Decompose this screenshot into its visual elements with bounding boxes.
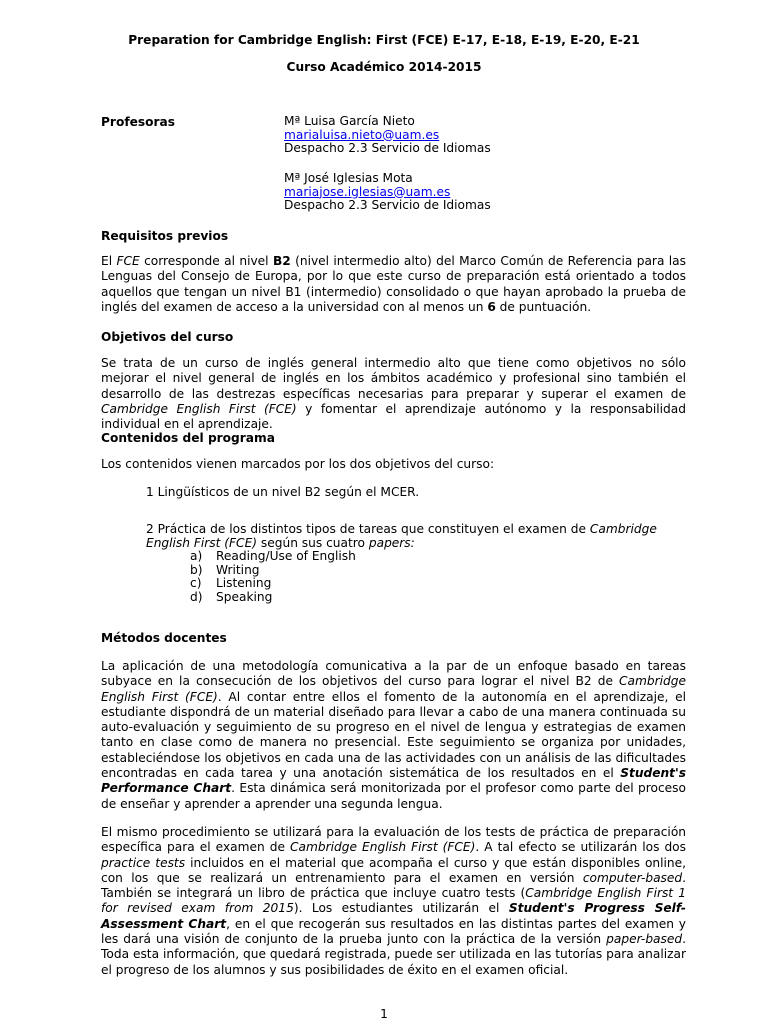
objetivos-heading: Objetivos del curso [101,330,234,344]
contenidos-intro: Los contenidos vienen marcados por los dos objetivos del curso: [101,457,495,471]
papers-list [190,550,356,604]
teacher-2-email-link[interactable]: mariajose.iglesias@uam.es [284,184,451,199]
metodos-paragraph-2: El mismo procedimiento se utilizará para la evaluación de los tests de práctica de preparación específica para el examen de Cambridge English First (FCE). A tal efecto se utilizarán los dos practice tests incluidos en el material que acompaña el curso y que están disponibles online, con los que se realizará un entrenamiento para el examen en versión computer-based. También se integrará un libro de práctica que incluye cuatro tests (Cambridge English First 1 for revised exam from 2015). Los estudiantes utilizarán el Student's Progress Self-Assessment Chart, en el que recogerán sus resultados en las distintas partes del examen y les dará una visión de conjunto de la prueba junto con la práctica de la versión paper-based. Toda esta información, que quedará registrada, puede ser utilizada en las tutorías para analizar el progreso de los alumnos y sus posibilidades de éxito en el examen oficial. [101,825,687,977]
course-year: Curso Académico 2014-2015 [286,60,482,74]
list-item: a) Reading/Use of English [190,549,356,563]
page-number: 1 [380,1007,388,1021]
teacher-2 [284,172,491,213]
teachers-label: Profesoras [101,115,175,129]
teacher-2-office: Despacho 2.3 Servicio de Idiomas [284,198,491,212]
teacher-1-name: Mª Luisa García Nieto [284,114,415,128]
teacher-2-name: Mª José Iglesias Mota [284,171,413,185]
teacher-1-office: Despacho 2.3 Servicio de Idiomas [284,141,491,155]
contenidos-item-2: 2 Práctica de los distintos tipos de tareas que constituyen el examen de Cambridge English First (FCE) según sus cuatro papers: [146,522,657,550]
requisitos-heading: Requisitos previos [101,229,229,243]
objetivos-paragraph: Se trata de un curso de inglés general intermedio alto que tiene como objetivos no sólo mejorar el nivel general de inglés en los ámbitos académico y profesional sino también el desarrollo de las destrezas específicas necesarias para preparar y superar el examen de Cambridge English First (FCE) y fomentar el aprendizaje autónomo y la responsabilidad individual en el aprendizaje. [101,356,686,432]
list-item: d) Speaking [190,589,273,604]
contenidos-item-1: 1 Lingüísticos de un nivel B2 según el MCER. [146,485,420,499]
list-item: c) Listening [190,576,272,590]
metodos-paragraph-1: La aplicación de una metodología comunicativa a la par de un enfoque basado en tareas subyace en la consecución de los objetivos del curso para lograr el nivel B2 de Cambridge English First (FCE). Al contar entre ellos el fomento de la autonomía en el aprendizaje, el estudiante dispondrá de un material diseñado para llevar a cabo de una manera continuada su auto-evaluación y seguimiento de su progreso en el nivel de lengua y estrategias de examen tanto en clase como de manera no presencial. Este seguimiento se organiza por unidades, estableciéndose los objetivos en cada una de las actividades con un análisis de las dificultades encontradas en cada tarea y una anotación sistemática de los resultados en el Student's Performance Chart. Esta dinámica será monitorizada por el profesor como parte del proceso de enseñar y aprender a aprender una segunda lengua. [101,659,686,811]
list-item: b) Writing [190,562,260,577]
document-title: Preparation for Cambridge English: First (FCE) E-17, E-18, E-19, E-20, E-21 [128,33,640,47]
requisitos-paragraph: El FCE corresponde al nivel B2 (nivel intermedio alto) del Marco Común de Referencia para las Lenguas del Consejo de Europa, por lo que este curso de preparación está orientado a todos aquellos que tengan un nivel B1 (intermedio) consolidado o que hayan aprobado la prueba de inglés del examen de acceso a la universidad con al menos un 6 de puntuación. [101,254,686,314]
teacher-1-email-link[interactable]: marialuisa.nieto@uam.es [284,127,440,142]
metodos-heading: Métodos docentes [101,631,227,645]
teacher-1 [284,115,491,156]
contenidos-heading: Contenidos del programa [101,431,275,445]
